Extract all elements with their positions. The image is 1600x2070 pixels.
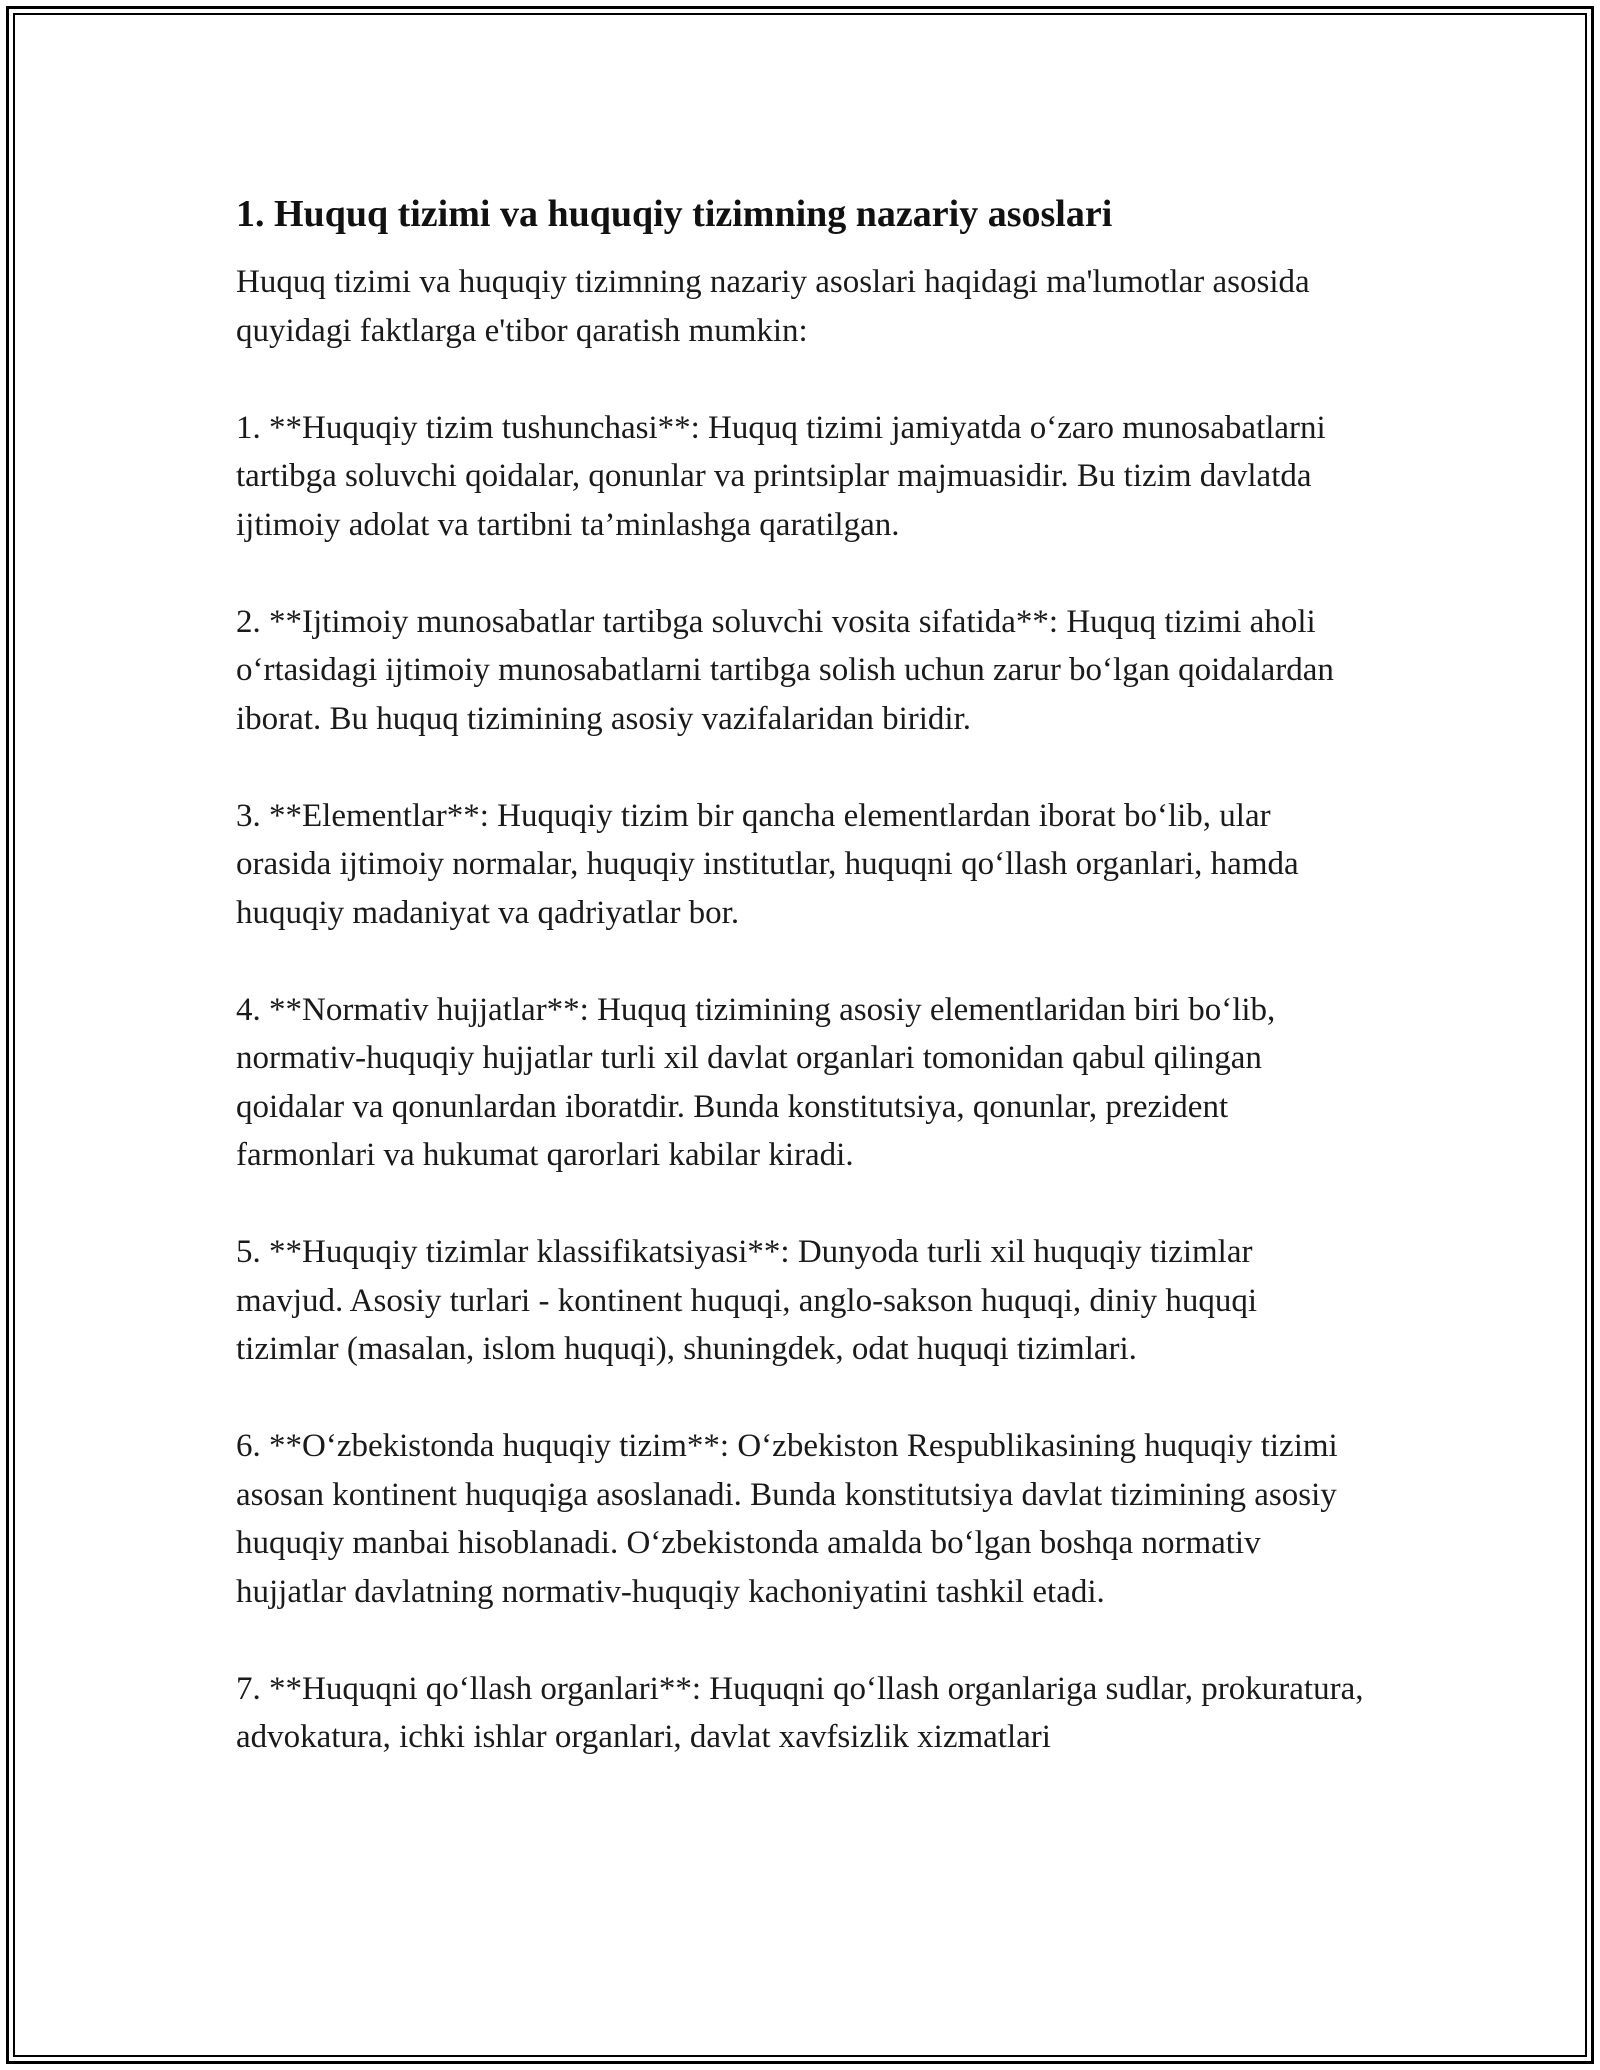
paragraph-item-6: 6. **O‘zbekistonda huquqiy tizim**: O‘zbekiston Respublikasining huquqiy tizimi asosan kontinent huquqiga asoslanadi. Bunda konstitutsiya davlat tizimining asosiy huquqiy manbai hisoblanadi. O‘zbekistonda amalda bo‘lgan boshqa normativ hujjatlar davlatning normativ-huquqiy kachoniyatini tashkil etadi. (236, 1428, 1338, 1610)
document-title: 1. Huquq tizimi va huquqiy tizimning nazariy asoslari (236, 193, 1113, 235)
paragraph-item-2: 2. **Ijtimoiy munosabatlar tartibga soluvchi vosita sifatida**: Huquq tizimi aholi o‘rtasidagi ijtimoiy munosabatlarni tartibga solish uchun zarur bo‘lgan qoidalardan iborat. Bu huquq tizimining asosiy vazifalaridan biridir. (236, 603, 1334, 737)
document-body (236, 186, 1366, 1810)
paragraph-item-7: 7. **Huquqni qo‘llash organlari**: Huquqni qo‘llash organlariga sudlar, prokuratura, advokatura, ichki ishlar organlari, davlat xavfsizlik xizmatlari (236, 1670, 1364, 1755)
paragraph-item-5: 5. **Huquqiy tizimlar klassifikatsiyasi**: Dunyoda turli xil huquqiy tizimlar mavjud. Asosiy turlari - kontinent huquqi, anglo-sakson huquqi, diniy huquqi tizimlar (masalan, islom huquqi), shuningdek, odat huquqi tizimlari. (236, 1234, 1258, 1367)
paragraph-item-1: 1. **Huquqiy tizim tushunchasi**: Huquq tizimi jamiyatda o‘zaro munosabatlarni tartibga soluvchi qoidalar, qonunlar va printsiplar majmuasidir. Bu tizim davlatda ijtimoiy adolat va tartibni ta’minlashga qaratilgan. (236, 409, 1326, 543)
intro-paragraph: Huquq tizimi va huquqiy tizimning nazariy asoslari haqidagi ma'lumotlar asosida quyidagi faktlarga e'tibor qaratish mumkin: (236, 264, 1310, 349)
paragraph-item-4: 4. **Normativ hujjatlar**: Huquq tizimining asosiy elementlaridan biri bo‘lib, normativ-huquqiy hujjatlar turli xil davlat organlari tomonidan qabul qilingan qoidalar va qonunlardan iboratdir. Bunda konstitutsiya, qonunlar, prezident farmonlari va hukumat qarorlari kabilar kiradi. (236, 991, 1276, 1173)
paragraph-item-3: 3. **Elementlar**: Huquqiy tizim bir qancha elementlardan iborat bo‘lib, ular orasida ijtimoiy normalar, huquqiy institutlar, huquqni qo‘llash organlari, hamda huquqiy madaniyat va qadriyatlar bor. (236, 797, 1299, 931)
